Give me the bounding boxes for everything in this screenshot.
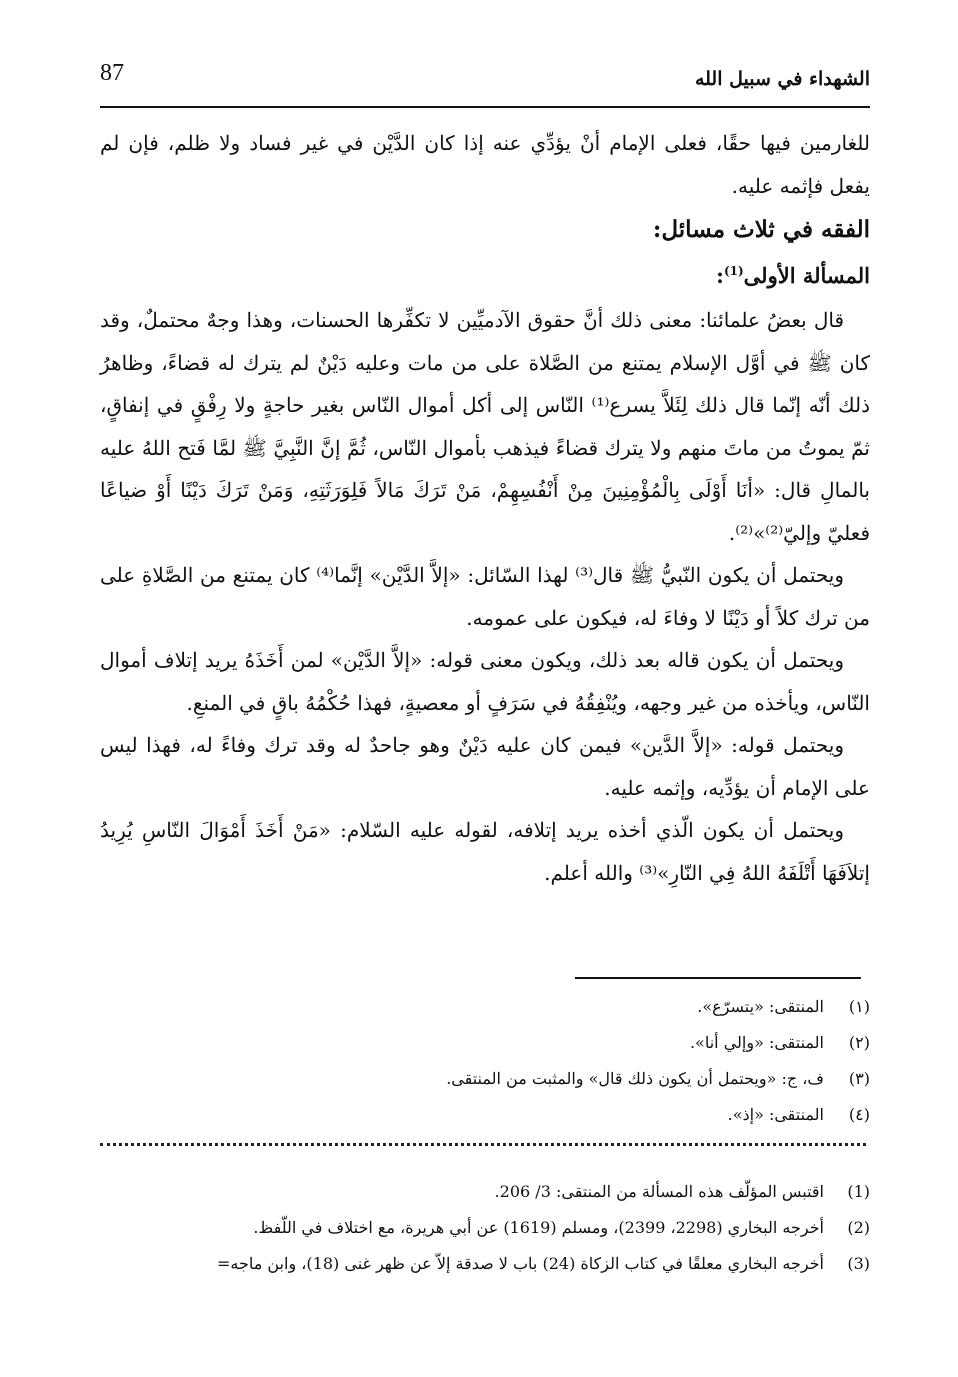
footnote-ref: (1)	[723, 264, 744, 278]
paragraph-3: ويحتمل أن يكون النّبيُّ ﷺ قال⁽³⁾ لهذا السّائل: «إلاَّ الدَّيْن» إنَّما⁽⁴⁾ كان يمتنع من الصَّلاةِ على من ترك كلاً أو دَيْنًا لا وفاءَ له، فيكون على عمومه.	[100, 563, 870, 630]
paragraph-4: ويحتمل أن يكون قاله بعد ذلك، ويكون معنى قوله: «إلاَّ الدَّيْن» لمن أَخَذَهُ يريد إتلاف أموال النّاس، ويأخذه من غير وجهه، ويُنْفِقُهُ في سَرَفٍ أو معصيةٍ، فهذا حُكْمُهُ باقٍ في المنعِ.	[100, 648, 870, 715]
paragraph-1: للغارمين فيها حقًا، فعلى الإمام أنْ يؤدِّي عنه إذا كان الدَّيْن في غير فساد ولا ظلم، فإن لم يفعل فإثمه عليه.	[100, 131, 870, 198]
footnote	[100, 1173, 870, 1209]
editor-note	[100, 1024, 870, 1060]
paragraph-2: قال بعضُ علمائنا: معنى ذلك أنَّ حقوق الآدميِّين لا تكفِّرها الحسنات، وهذا وجهٌ محتملٌ، وقد كان ﷺ في أوَّل الإسلام يمتنع من الصَّلاة على من مات وعليه دَيْنٌ لم يترك له قضاءً، وظاهرُ ذلك أنّه إنّما قال ذلك لِئَلاَّ يسرع⁽¹⁾ النّاس إلى أكل أموال النّاس بغير حاجةٍ ولا رِفْقٍ في إنفاقٍ، ثمّ يموتُ من ماتَ منهم ولا يترك قضاءً فيذهب بأموال النّاس، ثُمَّ إنَّ النَّبِيَّ ﷺ لمَّا فَتح اللهُ عليه بالمالِ قال: «أنَا أَوْلَى بِالْمُؤْمِنِينَ مِنْ أَنْفُسِهِمْ، مَنْ تَرَكَ مَالاً فَلِوَرَثَتِهِ، وَمَنْ تَرَكَ دَيْنًا أَوْ ضياعًا فعليّ وإليّ⁽²⁾»⁽²⁾.	[100, 308, 871, 545]
note-number: (٤)	[848, 1104, 870, 1124]
editor-note	[100, 1096, 870, 1132]
footnote-text: اقتبس المؤلّف هذه المسألة من المنتقى: 3/ 206.	[494, 1181, 824, 1201]
footnote-number: (1)	[847, 1181, 870, 1201]
note-number: (١)	[848, 996, 870, 1016]
note-text: المنتقى: «يتسرّع».	[697, 996, 824, 1016]
page-header	[100, 60, 870, 100]
footnote	[100, 1245, 870, 1281]
footnote	[100, 1209, 870, 1245]
paragraph-6: ويحتمل أن يكون الّذي أخذه يريد إتلافه، لقوله عليه السّلام: «مَنْ أَخَذَ أَمْوَالَ النّاسِ يُرِيدُ إتلاَفَهَا أَتْلَفَهُ اللهُ فِي النّارِ»⁽³⁾ والله أعلم.	[100, 818, 870, 885]
paragraph-5: ويحتمل قوله: «إلاَّ الدَّين» فيمن كان عليه دَيْنٌ وهو جاحدٌ له وقد ترك وفاءً له، فهذا ليس على الإمام أن يؤدِّيه، وإثمه عليه.	[100, 733, 870, 800]
subheading: المسألة الأولى$^{(1)}$:	[716, 263, 870, 288]
editor-note	[100, 1060, 870, 1096]
dotted-separator	[100, 1143, 866, 1146]
page-number: 87	[100, 60, 124, 86]
section-heading: الفقه في ثلاث مسائل:	[652, 216, 870, 243]
footnote-separator	[575, 977, 861, 979]
footnote-number: (2)	[847, 1217, 870, 1237]
footnote-number: (3)	[847, 1253, 870, 1273]
footnote-text: أخرجه البخاري معلقًا في كتاب الزكاة (24) باب لا صدقة إلاّ عن ظهر غنى (18)، وابن ماجه=	[216, 1253, 824, 1273]
note-number: (٣)	[848, 1068, 870, 1088]
editor-notes	[100, 988, 870, 1132]
footnote-text: أخرجه البخاري (2298، 2399)، ومسلم (1619) عن أبي هريرة، مع اختلاف في اللّفظ.	[253, 1217, 824, 1237]
note-text: المنتقى: «إذ».	[727, 1104, 824, 1124]
header-rule	[100, 106, 870, 108]
note-number: (٢)	[848, 1032, 870, 1052]
note-text: المنتقى: «وإلي أنا».	[689, 1032, 824, 1052]
running-title: الشهداء في سبيل الله	[694, 68, 870, 90]
note-text: ف، ج: «ويحتمل أن يكون ذلك قال» والمثبت من المنتقى.	[446, 1068, 824, 1088]
main-text	[100, 122, 870, 894]
footnotes	[100, 1173, 870, 1281]
subheading-text: المسألة الأولى	[743, 263, 870, 288]
editor-note	[100, 988, 870, 1024]
